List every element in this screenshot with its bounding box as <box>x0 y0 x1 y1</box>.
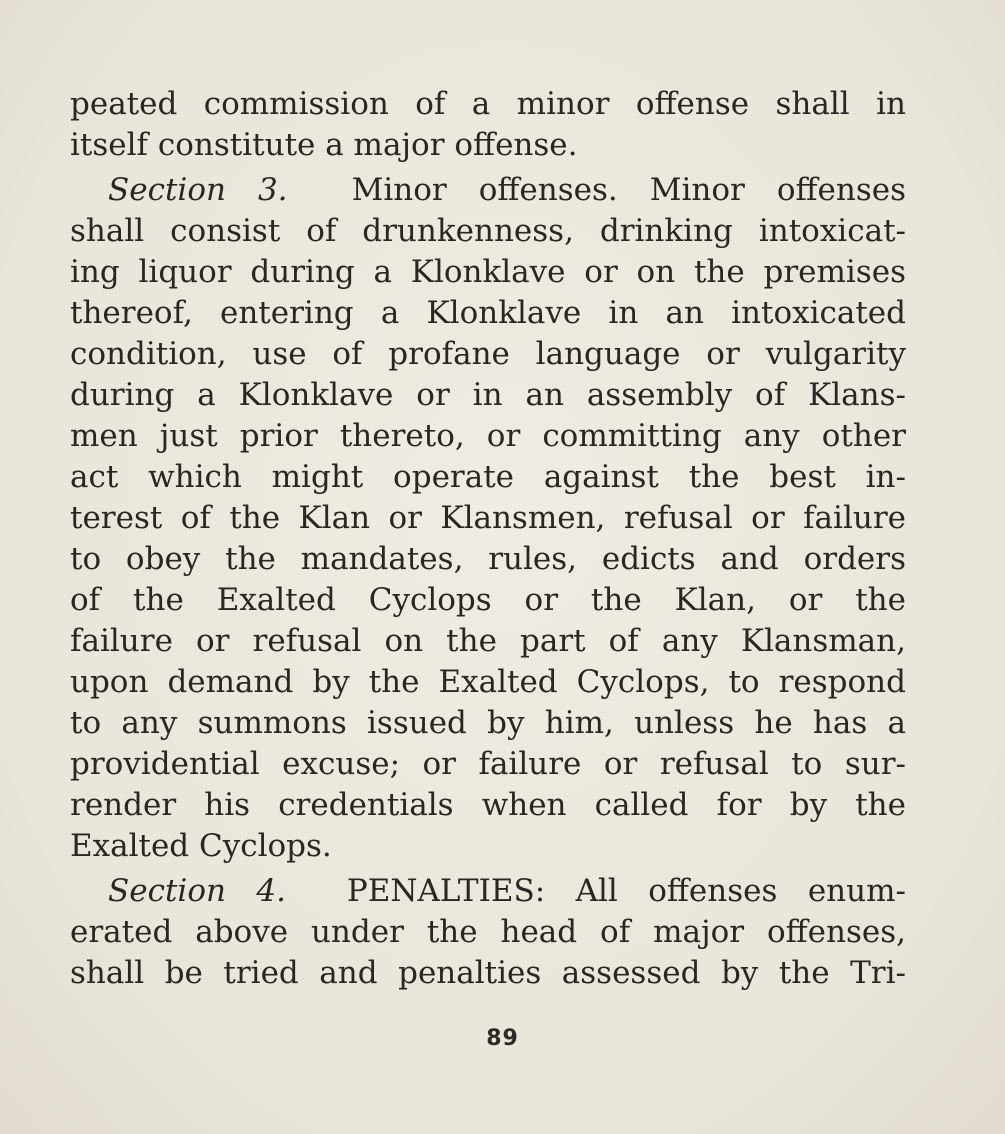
section-3-heading-text: Minor offenses. Minor offenses <box>351 172 906 208</box>
section-4-label: Section 4. <box>108 873 286 909</box>
text-line: upon demand by the Exalted Cyclops, to respond <box>70 664 906 700</box>
text-line: act which might operate against the best in- <box>70 459 906 495</box>
section-3-heading-line <box>70 170 906 211</box>
text-line: condition, use of profane language or vulgarity <box>70 336 906 372</box>
section-3-label: Section 3. <box>108 172 288 208</box>
text-line: providential excuse; or failure or refusal to sur- <box>70 746 906 782</box>
text-line: ing liquor during a Klonklave or on the premises <box>70 254 906 290</box>
text-line: thereof, entering a Klonklave in an intoxicated <box>70 295 906 331</box>
body-text <box>70 84 906 994</box>
text-line: render his credentials when called for by the <box>70 787 906 823</box>
text-line: peated commission of a minor offense shall in <box>70 86 906 122</box>
text-line: Exalted Cyclops. <box>70 828 332 864</box>
text-line: during a Klonklave or in an assembly of Klans- <box>70 377 906 413</box>
text-line: itself constitute a major offense. <box>70 127 578 163</box>
text-line: of the Exalted Cyclops or the Klan, or the <box>70 582 906 618</box>
text-line: to obey the mandates, rules, edicts and orders <box>70 541 906 577</box>
section-4-heading-text: PENALTIES: All offenses enum- <box>346 873 906 909</box>
text-line: failure or refusal on the part of any Klansman, <box>70 623 906 659</box>
text-line: shall be tried and penalties assessed by the Tri- <box>70 955 906 991</box>
text-line: terest of the Klan or Klansmen, refusal or failure <box>70 500 906 536</box>
text-line: shall consist of drunkenness, drinking intoxicat- <box>70 213 906 249</box>
text-line: erated above under the head of major offenses, <box>70 914 906 950</box>
text-line: men just prior thereto, or committing any other <box>70 418 906 454</box>
text-line: to any summons issued by him, unless he has a <box>70 705 906 741</box>
section-4-heading-line <box>70 871 906 912</box>
page-number: 89 <box>486 1026 519 1051</box>
